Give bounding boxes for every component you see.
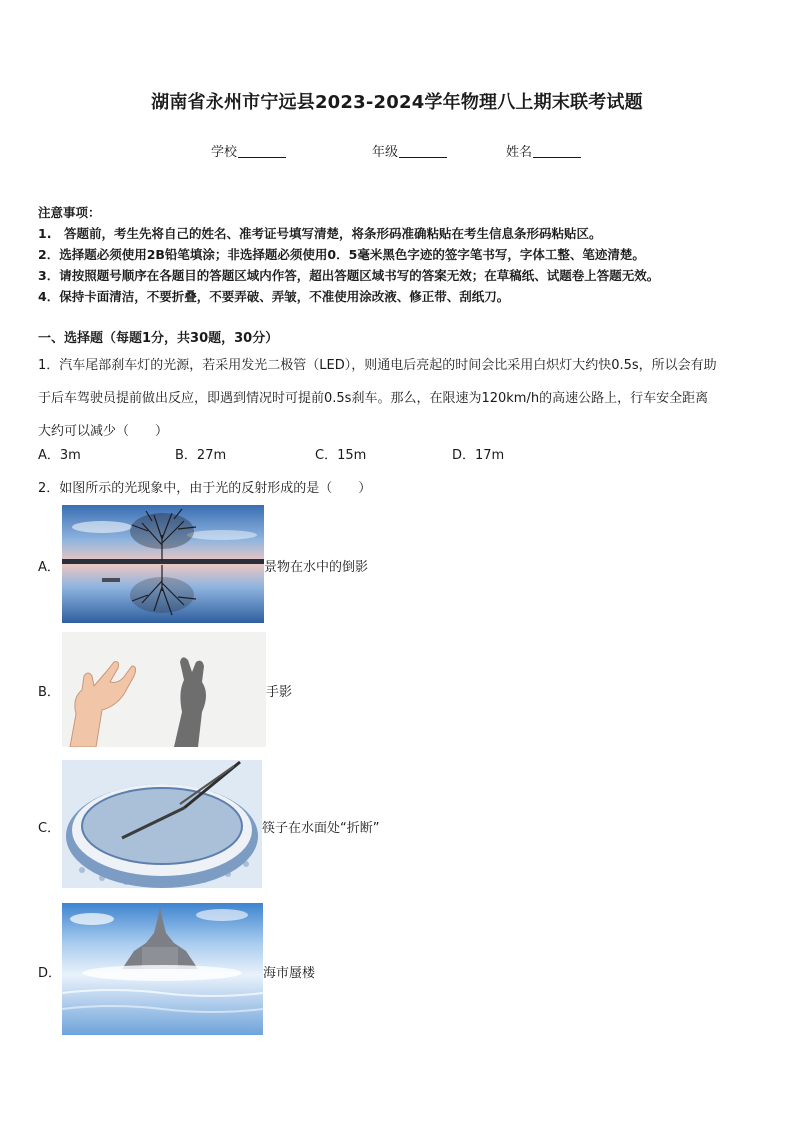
section-heading: 一、选择题（每题1分，共30题，30分） (38, 331, 279, 346)
choice-d-letter: D． (38, 966, 62, 981)
choice-c-letter: C． (38, 821, 61, 836)
notes-heading: 注意事项： (38, 205, 101, 220)
grade-field (372, 141, 447, 160)
note-item: 2．选择题必须使用2B铅笔填涂；非选择题必须使用0．5毫米黑色字迹的签字笔书写，字体工整、笔迹清楚。 (38, 247, 645, 262)
option-b: B．27m (175, 448, 227, 463)
name-field (506, 141, 581, 160)
mirage-castle-image (62, 903, 263, 1035)
grade-label: 年级 (372, 145, 399, 160)
option-d: D．17m (452, 448, 505, 463)
choice-b-caption: 手影 (266, 685, 293, 700)
name-blank (533, 144, 581, 158)
page-title: 湖南省永州市宁远县2023-2024学年物理八上期末联考试题 (151, 92, 643, 113)
question-1 (38, 349, 758, 448)
choice-d-caption: 海市蜃楼 (263, 966, 316, 981)
note-item: 1. 答题前，考生先将自己的姓名、准考证号填写清楚，将条形码准确粘贴在考生信息条形码粘贴区。 (38, 226, 602, 241)
question-1-line: 于后车驾驶员提前做出反应，即遇到情况时可提前0.5s刹车。那么，在限速为120km/h的高速公路上，行车安全距离 (38, 391, 709, 406)
choice-a-caption: 景物在水中的倒影 (264, 560, 369, 575)
option-a: A．3m (38, 448, 81, 463)
note-item: 4．保持卡面清洁，不要折叠，不要弄破、弄皱，不准使用涂改液、修正带、刮纸刀。 (38, 289, 510, 304)
school-blank (238, 144, 286, 158)
choice-c-caption: 筷子在水面处“折断” (262, 821, 380, 836)
option-c: C．15m (315, 448, 367, 463)
grade-blank (399, 144, 447, 158)
choice-a-letter: A． (38, 560, 60, 575)
question-1-options (38, 444, 758, 466)
chopsticks-in-water-image (62, 760, 262, 888)
choice-b-letter: B． (38, 685, 60, 700)
name-label: 姓名 (506, 145, 533, 160)
notes-block (38, 202, 758, 307)
note-item: 3．请按照题号顺序在各题目的答题区域内作答，超出答题区域书写的答案无效；在草稿纸、试题卷上答题无效。 (38, 268, 660, 283)
question-1-line: 1．汽车尾部刹车灯的光源，若采用发光二极管（LED），则通电后亮起的时间会比采用白炽灯大约快0.5s，所以会有助 (38, 358, 717, 373)
hand-shadow-image (62, 632, 266, 747)
school-label: 学校 (211, 145, 238, 160)
question-1-line: 大约可以减少（ ） (38, 424, 169, 439)
school-field (211, 141, 286, 160)
question-2-stem: 2．如图所示的光现象中，由于光的反射形成的是（ ） (38, 481, 372, 496)
tree-reflection-image (62, 505, 264, 623)
